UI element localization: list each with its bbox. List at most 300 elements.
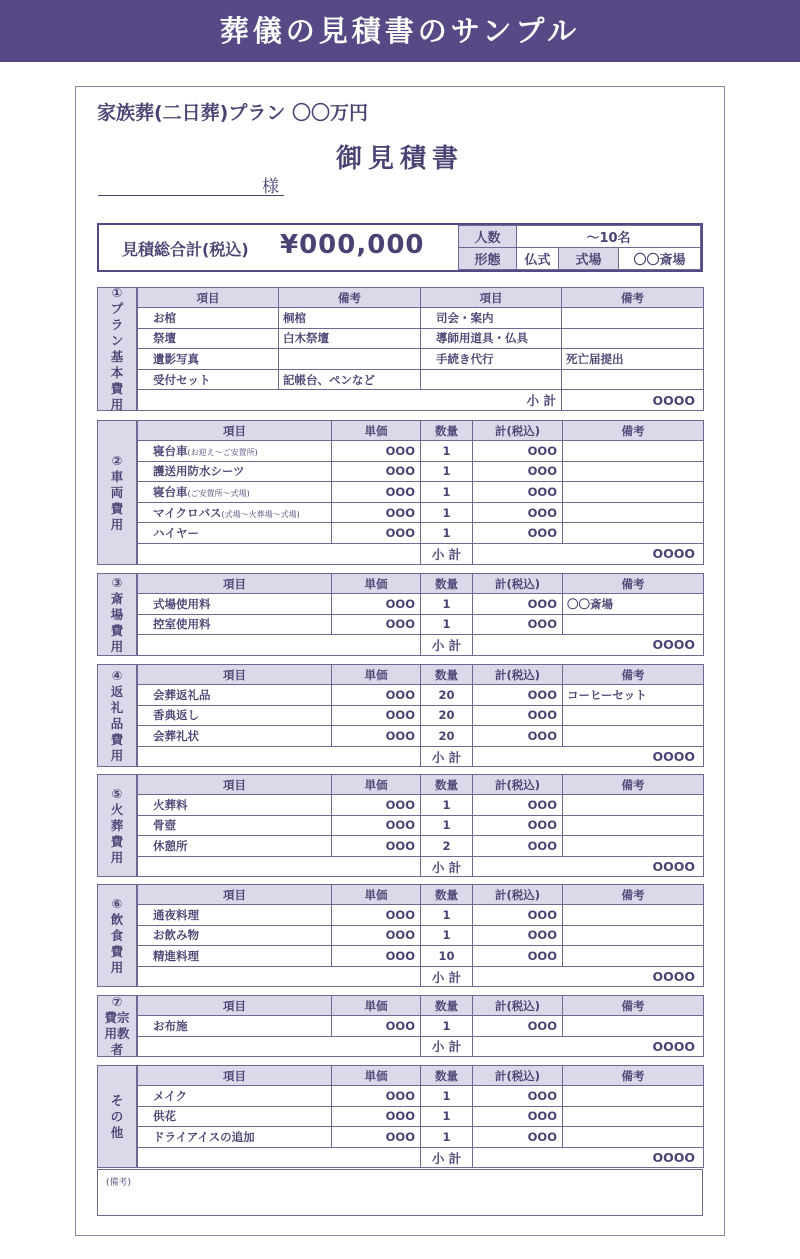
section-label-char: ラ (110, 317, 124, 332)
quantity-cell: 1 (421, 441, 473, 462)
subtotal-blank (138, 543, 421, 564)
header-row (138, 996, 704, 1016)
col-header-note: 備考 (563, 885, 704, 905)
amount-cell: OOO (473, 1127, 563, 1148)
section-label-char: ① (111, 285, 123, 300)
item-name: 香典返し (153, 708, 199, 723)
section-4-label (97, 664, 137, 767)
quantity-cell: 1 (421, 523, 473, 544)
subtotal-row (138, 856, 704, 877)
unit-price-cell: OOO (332, 685, 421, 706)
section-7-table (137, 995, 704, 1057)
item-name: 控室使用料 (153, 617, 211, 632)
section-label-char: 費宗 (104, 1010, 130, 1025)
col-header-item: 項目 (138, 775, 332, 795)
header-row (138, 665, 704, 685)
item-name: 供花 (153, 1109, 176, 1124)
subtotal-blank (138, 966, 421, 987)
section-label-char: ン (110, 333, 124, 348)
quantity-cell: 1 (421, 1127, 473, 1148)
subtotal-value: OOOO (473, 746, 704, 767)
section-label-char: 用 (110, 747, 124, 763)
note-cell (563, 705, 704, 726)
unit-price-cell: OOO (332, 441, 421, 462)
section-4-table (137, 664, 704, 767)
subtotal-label: 小 計 (421, 966, 473, 987)
item-cell (138, 1016, 332, 1037)
col-header-unit: 単価 (332, 421, 421, 441)
table-row (138, 369, 704, 390)
quantity-cell: 10 (421, 946, 473, 967)
table-row (138, 1016, 704, 1037)
table-row (138, 349, 704, 370)
section-label-char: 用 (110, 397, 124, 412)
item-cell (138, 836, 332, 857)
col-header-item: 項目 (138, 421, 332, 441)
col-header-qty: 数量 (421, 775, 473, 795)
subtotal-value: OOOO (562, 390, 704, 411)
col-header-qty: 数量 (421, 1066, 473, 1086)
table-row (138, 836, 704, 857)
item-cell: お棺 (138, 308, 279, 329)
amount-cell: OOO (473, 502, 563, 523)
item-name: 通夜料理 (153, 907, 199, 922)
header-row (138, 885, 704, 905)
section-6-label (97, 884, 137, 987)
col-header-qty: 数量 (421, 665, 473, 685)
section-label-char: 費 (110, 943, 124, 959)
header-row (138, 775, 704, 795)
note-cell (563, 1016, 704, 1037)
item-cell (138, 441, 332, 462)
section-label-char: 用 (110, 849, 124, 865)
section-label-char: ③ (111, 574, 123, 590)
table-row (138, 946, 704, 967)
note-cell (563, 523, 704, 544)
subtotal-blank (138, 856, 421, 877)
amount-cell: OOO (473, 523, 563, 544)
subtotal-blank (138, 1147, 421, 1168)
quantity-cell: 1 (421, 461, 473, 482)
col-header-qty: 数量 (421, 574, 473, 594)
section-label-char: 基 (110, 349, 124, 364)
unit-price-cell: OOO (332, 905, 421, 926)
note-cell (279, 349, 421, 370)
unit-price-cell: OOO (332, 1086, 421, 1107)
note-cell: 白木祭壇 (279, 328, 421, 349)
amount-cell: OOO (473, 1106, 563, 1127)
section-label-char: の (110, 1108, 124, 1124)
quantity-cell: 1 (421, 795, 473, 816)
subtotal-blank (138, 1036, 421, 1057)
item-cell: 導師用道具・仏具 (421, 328, 562, 349)
subtotal-blank (138, 746, 421, 767)
item-cell (138, 726, 332, 747)
note-cell (563, 946, 704, 967)
people-value: 〜10名 (517, 226, 701, 248)
note-cell (563, 1106, 704, 1127)
section-label-char: 費 (110, 622, 124, 638)
subtotal-label: 小 計 (421, 746, 473, 767)
note-cell (563, 815, 704, 836)
table-row (138, 1086, 704, 1107)
quantity-cell: 2 (421, 836, 473, 857)
subtotal-row (138, 1147, 704, 1168)
subtotal-label: 小 計 (421, 856, 473, 877)
table-row (138, 795, 704, 816)
item-cell (138, 482, 332, 503)
item-cell (138, 1086, 332, 1107)
item-cell (138, 795, 332, 816)
section-8-label (97, 1065, 137, 1168)
section-label-char: そ (110, 1092, 124, 1108)
header-row (138, 574, 704, 594)
col-header-amount: 計(税込) (473, 421, 563, 441)
unit-price-cell: OOO (332, 1016, 421, 1037)
amount-cell: OOO (473, 836, 563, 857)
item-detail: (ご安置所〜式場) (187, 488, 250, 498)
note-cell: 〇〇斎場 (563, 594, 704, 615)
note-cell (563, 795, 704, 816)
item-name: 火葬料 (153, 797, 188, 812)
unit-price-cell: OOO (332, 461, 421, 482)
note-cell (563, 726, 704, 747)
col-header-unit: 単価 (332, 574, 421, 594)
venue-label: 式場 (559, 248, 619, 270)
unit-price-cell: OOO (332, 523, 421, 544)
item-name: 会葬礼状 (153, 728, 199, 743)
section-label-char: 者 (110, 1042, 124, 1057)
section-label-char: 礼 (110, 699, 124, 715)
people-label: 人数 (459, 226, 517, 248)
subtotal-label: 小 計 (138, 390, 562, 411)
section-label-char: 返 (110, 683, 124, 699)
note-cell (563, 441, 704, 462)
note-cell (563, 502, 704, 523)
table-row (138, 523, 704, 544)
amount-cell: OOO (473, 705, 563, 726)
section-label-char: 費 (110, 731, 124, 747)
note-cell: コーヒーセット (563, 685, 704, 706)
item-cell (138, 461, 332, 482)
col-header-item: 項目 (138, 665, 332, 685)
quantity-cell: 20 (421, 705, 473, 726)
amount-cell: OOO (473, 1086, 563, 1107)
item-cell (138, 705, 332, 726)
section-label-char: 用 (110, 638, 124, 654)
plan-title: 家族葬(二日葬)プラン 〇〇万円 (97, 102, 368, 124)
amount-cell: OOO (473, 795, 563, 816)
subtotal-row (138, 966, 704, 987)
item-name: 骨壺 (153, 818, 176, 833)
unit-price-cell: OOO (332, 1106, 421, 1127)
col-header-note: 備考 (563, 665, 704, 685)
col-header-note: 備考 (563, 1066, 704, 1086)
form-label: 形態 (459, 248, 517, 270)
item-cell: 祭壇 (138, 328, 279, 349)
item-name: 精進料理 (153, 948, 199, 963)
note-cell: 記帳台、ペンなど (279, 369, 421, 390)
item-cell (138, 594, 332, 615)
section-1-rows (138, 308, 704, 390)
subtotal-label: 小 計 (421, 635, 473, 656)
table-row (138, 925, 704, 946)
item-cell (421, 369, 562, 390)
subtotal-value: OOOO (473, 966, 704, 987)
unit-price-cell: OOO (332, 482, 421, 503)
section-label-char: 火 (110, 801, 124, 817)
amount-cell: OOO (473, 905, 563, 926)
subtotal-value: OOOO (473, 1147, 704, 1168)
amount-cell: OOO (473, 461, 563, 482)
unit-price-cell: OOO (332, 1127, 421, 1148)
note-cell (563, 1127, 704, 1148)
grand-total-value: ¥000,000 (280, 230, 425, 260)
unit-price-cell: OOO (332, 795, 421, 816)
note-cell (563, 1086, 704, 1107)
table-row (138, 502, 704, 523)
item-cell (138, 502, 332, 523)
col-header-item: 項目 (138, 288, 279, 308)
quantity-cell: 1 (421, 502, 473, 523)
subtotal-row (138, 1036, 704, 1057)
amount-cell: OOO (473, 946, 563, 967)
quantity-cell: 1 (421, 925, 473, 946)
item-name: 会葬返礼品 (153, 687, 211, 702)
item-cell: 手続き代行 (421, 349, 562, 370)
quantity-cell: 1 (421, 594, 473, 615)
remarks-box[interactable] (97, 1169, 703, 1216)
item-detail: (式場〜火葬場〜式場) (221, 509, 300, 519)
section-label-char: 用教 (104, 1026, 130, 1041)
section-label-char: 費 (110, 500, 124, 516)
amount-cell: OOO (473, 925, 563, 946)
section-1-label (97, 287, 137, 411)
unit-price-cell: OOO (332, 946, 421, 967)
col-header-note: 備考 (563, 421, 704, 441)
note-cell (563, 905, 704, 926)
col-header-amount: 計(税込) (473, 885, 563, 905)
note-cell (562, 328, 704, 349)
section-label-char: 場 (110, 606, 124, 622)
col-header-unit: 単価 (332, 665, 421, 685)
quantity-cell: 1 (421, 1086, 473, 1107)
section-label-char: 斎 (110, 590, 124, 606)
col-header-unit: 単価 (332, 996, 421, 1016)
unit-price-cell: OOO (332, 502, 421, 523)
document-title: 御見積書 (335, 144, 464, 174)
subtotal-row (138, 635, 704, 656)
table-row (138, 482, 704, 503)
quantity-cell: 1 (421, 1106, 473, 1127)
item-cell (138, 946, 332, 967)
note-cell (562, 308, 704, 329)
section-label-char: 費 (110, 381, 124, 396)
section-label-char: 車 (110, 468, 124, 484)
item-cell (138, 1106, 332, 1127)
unit-price-cell: OOO (332, 594, 421, 615)
subtotal-row (138, 543, 704, 564)
table-row (138, 328, 704, 349)
table-row (138, 308, 704, 329)
unit-price-cell: OOO (332, 705, 421, 726)
note-cell: 死亡届提出 (562, 349, 704, 370)
item-cell (138, 815, 332, 836)
amount-cell: OOO (473, 482, 563, 503)
table-row (138, 461, 704, 482)
quantity-cell: 1 (421, 905, 473, 926)
amount-cell: OOO (473, 815, 563, 836)
subtotal-value: OOOO (473, 1036, 704, 1057)
col-header-note: 備考 (563, 996, 704, 1016)
table-row (138, 594, 704, 615)
section-5-table (137, 774, 704, 877)
col-header-amount: 計(税込) (473, 574, 563, 594)
col-header-amount: 計(税込) (473, 775, 563, 795)
item-cell (138, 614, 332, 635)
section-3-label (97, 573, 137, 656)
amount-cell: OOO (473, 726, 563, 747)
note-cell: 桐棺 (279, 308, 421, 329)
subtotal-value: OOOO (473, 635, 704, 656)
section-label-char: 用 (110, 959, 124, 975)
item-name: ドライアイスの追加 (153, 1129, 255, 1144)
header-row (138, 421, 704, 441)
table-row (138, 441, 704, 462)
col-header-unit: 単価 (332, 885, 421, 905)
subtotal-row (138, 746, 704, 767)
section-6-table (137, 884, 704, 987)
col-header-unit: 単価 (332, 775, 421, 795)
section-7-label (97, 995, 137, 1057)
col-header-item: 項目 (138, 1066, 332, 1086)
amount-cell: OOO (473, 594, 563, 615)
info-table (458, 225, 701, 270)
col-header-qty: 数量 (421, 421, 473, 441)
item-cell (138, 523, 332, 544)
section-label-char: ⑦ (111, 994, 123, 1009)
table-row (138, 726, 704, 747)
item-cell (138, 905, 332, 926)
quantity-cell: 1 (421, 614, 473, 635)
table-row (138, 685, 704, 706)
unit-price-cell: OOO (332, 726, 421, 747)
item-name: 寝台車 (153, 443, 188, 458)
item-name: 休憩所 (153, 838, 188, 853)
quantity-cell: 1 (421, 482, 473, 503)
col-header-qty: 数量 (421, 996, 473, 1016)
unit-price-cell: OOO (332, 815, 421, 836)
section-2-label (97, 420, 137, 565)
table-row (138, 815, 704, 836)
section-1-table (137, 287, 704, 411)
section-5-label (97, 774, 137, 877)
section-label-char: 用 (110, 516, 124, 532)
quantity-cell: 20 (421, 726, 473, 747)
section-label-char: ⑥ (111, 895, 123, 911)
item-name: お飲み物 (153, 928, 199, 943)
amount-cell: OOO (473, 441, 563, 462)
col-header-item: 項目 (421, 288, 562, 308)
col-header-qty: 数量 (421, 885, 473, 905)
venue-value: 〇〇斎場 (619, 248, 701, 270)
item-name: メイク (153, 1088, 188, 1103)
table-row (138, 614, 704, 635)
col-header-amount: 計(税込) (473, 1066, 563, 1086)
item-name: 式場使用料 (153, 596, 211, 611)
section-label-char: プ (110, 301, 124, 316)
subtotal-blank (138, 635, 421, 656)
note-cell (563, 614, 704, 635)
section-label-char: ⑤ (111, 785, 123, 801)
section-label-char: 食 (110, 927, 124, 943)
section-label-char: ② (111, 452, 123, 468)
col-header-unit: 単価 (332, 1066, 421, 1086)
item-name: ハイヤー (153, 526, 199, 541)
note-cell (563, 925, 704, 946)
amount-cell: OOO (473, 614, 563, 635)
amount-cell: OOO (473, 685, 563, 706)
grand-total-label: 見積総合計(税込) (122, 240, 249, 259)
section-label-char: 費 (110, 833, 124, 849)
section-label-char: 両 (110, 484, 124, 500)
section-8-table (137, 1065, 704, 1168)
note-cell (563, 482, 704, 503)
addressee-suffix: 様 (262, 177, 279, 197)
section-3-table (137, 573, 704, 656)
subtotal-label: 小 計 (421, 1036, 473, 1057)
section-2-table (137, 420, 704, 565)
section-label-char: 他 (110, 1124, 124, 1140)
addressee-line (98, 195, 284, 196)
unit-price-cell: OOO (332, 614, 421, 635)
subtotal-label: 小 計 (421, 543, 473, 564)
quantity-cell: 1 (421, 815, 473, 836)
col-header-item: 項目 (138, 574, 332, 594)
form-value: 仏式 (517, 248, 559, 270)
table-row (138, 905, 704, 926)
page-banner: 葬儀の見積書のサンプル (0, 0, 800, 62)
item-detail: (お迎え〜ご安置所) (187, 447, 258, 457)
unit-price-cell: OOO (332, 925, 421, 946)
section-label-char: ④ (111, 667, 123, 683)
subtotal-value: OOOO (473, 543, 704, 564)
col-header-amount: 計(税込) (473, 996, 563, 1016)
item-cell (138, 685, 332, 706)
quantity-cell: 1 (421, 1016, 473, 1037)
col-header-note: 備考 (562, 288, 704, 308)
note-cell (563, 461, 704, 482)
item-name: お布施 (153, 1018, 188, 1033)
col-header-amount: 計(税込) (473, 665, 563, 685)
header-row (138, 1066, 704, 1086)
section-label-char: 品 (110, 715, 124, 731)
item-name: 護送用防水シーツ (153, 464, 245, 479)
col-header-item: 項目 (138, 885, 332, 905)
col-header-note: 備考 (279, 288, 421, 308)
subtotal-label: 小 計 (421, 1147, 473, 1168)
section-label-char: 飲 (110, 911, 124, 927)
item-cell: 受付セット (138, 369, 279, 390)
item-cell: 遺影写真 (138, 349, 279, 370)
section-label-char: 葬 (110, 817, 124, 833)
remarks-label: (備考) (106, 1178, 132, 1188)
item-name: マイクロバス (153, 505, 222, 520)
col-header-note: 備考 (563, 775, 704, 795)
item-name: 寝台車 (153, 484, 188, 499)
table-row (138, 1127, 704, 1148)
note-cell (562, 369, 704, 390)
